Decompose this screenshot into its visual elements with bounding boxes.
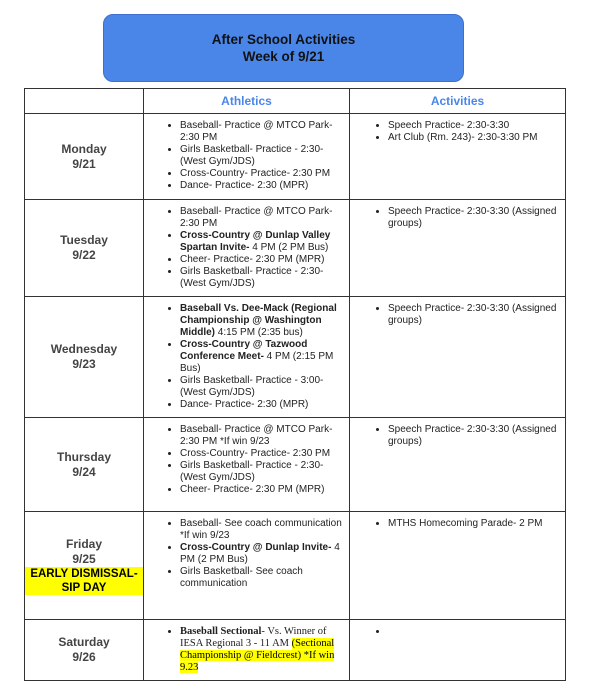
athletics-item-text: Girls Basketball- Practice - 2:30- (West Gym/JDS) [180,144,324,167]
header-athletics: Athletics [144,89,350,114]
athletics-item [180,626,343,674]
athletics-item-text: 4 PM (2 PM Bus) [249,242,329,253]
header-activities: Activities [350,89,566,114]
athletics-item-text: Girls Basketball- Practice - 3:00- (West Gym/JDS) [180,375,324,398]
banner-title: After School Activities [211,32,356,47]
athletics-item [180,460,343,484]
athletics-item-text: Dance- Practice- 2:30 (MPR) [180,399,309,410]
athletics-item [180,484,343,496]
day-name: Saturday [58,635,110,649]
day-date: 9/23 [72,357,96,371]
athletics-item-text: 4 PM (2:15 PM Bus) [180,351,334,374]
header-row [25,89,566,114]
athletics-item-bold: Baseball Sectional [180,626,262,637]
athletics-item-text: Girls Basketball- Practice - 2:30- (West Gym/JDS) [180,266,324,289]
day-date: 9/21 [72,156,96,171]
activities-list [350,418,565,454]
day-cell [25,512,144,620]
day-row [25,200,566,297]
day-row [25,418,566,512]
athletics-item [180,375,343,399]
athletics-item [180,566,343,590]
athletics-item [180,254,343,266]
day-cell [25,620,144,681]
athletics-item [180,168,343,180]
activities-cell [350,200,566,297]
activities-item: • Speech Practice- 2:30-3:30 (Assigned groups) [388,303,559,327]
day-cell [25,114,144,200]
athletics-item-bold: Cross-Country @ Dunlap Invite- [180,542,332,553]
athletics-list [144,114,349,198]
athletics-item-bold: Cross-Country @ Dunlap Valley Spartan Invite- [180,230,331,253]
day-cell [25,418,144,512]
day-name: Tuesday [60,233,108,247]
athletics-item [180,448,343,460]
athletics-item-text: Cross-Country- Practice- 2:30 PM [180,168,331,179]
athletics-item-text: Cheer- Practice- 2:30 PM (MPR) [180,254,325,265]
athletics-item-text: Girls Basketball- See coach communication [180,566,303,589]
header-empty [25,89,144,114]
athletics-item [180,542,343,566]
athletics-item-text: 4 PM (2 PM Bus) [180,542,340,565]
activities-cell [350,297,566,418]
schedule-table [24,88,566,681]
activities-cell [350,620,566,681]
athletics-item [180,518,343,542]
athletics-item [180,206,343,230]
activities-cell [350,418,566,512]
athletics-item-bold: Baseball Vs. Dee-Mack (Regional Championship @ Washington Middle) [180,303,337,338]
day-name: Friday [65,536,102,551]
athletics-item-text: Dance- Practice- 2:30 (MPR) [180,180,309,191]
early-dismissal-text: EARLY DISMISSAL- SIP DAY [25,567,143,595]
athletics-item [180,180,343,192]
day-row [25,114,566,200]
athletics-list [144,512,349,596]
day-date: 9/24 [72,464,96,479]
athletics-list [144,200,349,296]
day-date: 9/25 [72,551,96,566]
athletics-list [144,620,349,680]
athletics-item-text: Baseball- Practice @ MTCO Park- 2:30 PM [180,206,333,229]
athletics-list [144,418,349,502]
activities-list [350,512,565,536]
day-date: 9/22 [72,248,96,262]
athletics-item [180,399,343,411]
banner-subtitle: Week of 9/21 [242,49,325,64]
athletics-item-text: Cross-Country- Practice- 2:30 PM [180,448,331,459]
athletics-cell [144,114,350,200]
athletics-item [180,339,343,375]
day-name: Thursday [56,449,111,464]
athletics-cell [144,418,350,512]
activities-list [350,620,565,644]
activities-cell [350,114,566,200]
athletics-cell [144,200,350,297]
athletics-item [180,120,343,144]
day-row [25,620,566,681]
athletics-item-text: Girls Basketball- Practice - 2:30- (West Gym/JDS) [180,460,324,483]
athletics-item-text: Baseball- Practice @ MTCO Park- 2:30 PM *If win 9/23 [180,424,333,447]
athletics-item [180,266,343,290]
athletics-cell [144,512,350,620]
early-dismissal-note [25,567,143,595]
athletics-item-text: Baseball- See coach communication *If win 9/23 [180,518,342,541]
activities-list [350,114,565,150]
day-name: Wednesday [50,342,118,356]
athletics-list [144,297,349,417]
athletics-item [180,424,343,448]
athletics-item [180,144,343,168]
athletics-item-text: 4:15 PM (2:35 bus) [215,327,303,338]
activities-item: • MTHS Homecoming Parade- 2 PM [388,518,559,530]
activities-cell [350,512,566,620]
athletics-item [180,303,343,339]
athletics-item-text: Baseball- Practice @ MTCO Park- 2:30 PM [180,120,333,143]
athletics-cell [144,620,350,681]
activities-list [350,200,565,236]
day-row [25,512,566,620]
day-row [25,297,566,418]
day-cell [25,297,144,418]
day-cell [25,200,144,297]
day-name: Monday [61,141,107,156]
activities-list [350,297,565,333]
activities-item [388,626,559,638]
activities-item: • Speech Practice- 2:30-3:30 [388,120,559,132]
day-date: 9/26 [72,650,96,664]
athletics-item-bold: Cross-Country @ Tazwood Conference Meet- [180,339,308,362]
athletics-item [180,230,343,254]
athletics-cell [144,297,350,418]
activities-item: • Speech Practice- 2:30-3:30 (Assigned groups) [388,424,559,448]
title-banner [103,14,464,82]
activities-item: • Speech Practice- 2:30-3:30 (Assigned groups) [388,206,559,230]
activities-item: • Art Club (Rm. 243)- 2:30-3:30 PM [388,132,559,144]
athletics-item-text: Cheer- Practice- 2:30 PM (MPR) [180,484,325,495]
athletics-item-text: - Vs. Winner of IESA Regional 3 - 11 AM [180,626,327,649]
athletics-item-highlight: (Sectional Championship @ Fieldcrest) *If win 9.23 [180,638,335,673]
